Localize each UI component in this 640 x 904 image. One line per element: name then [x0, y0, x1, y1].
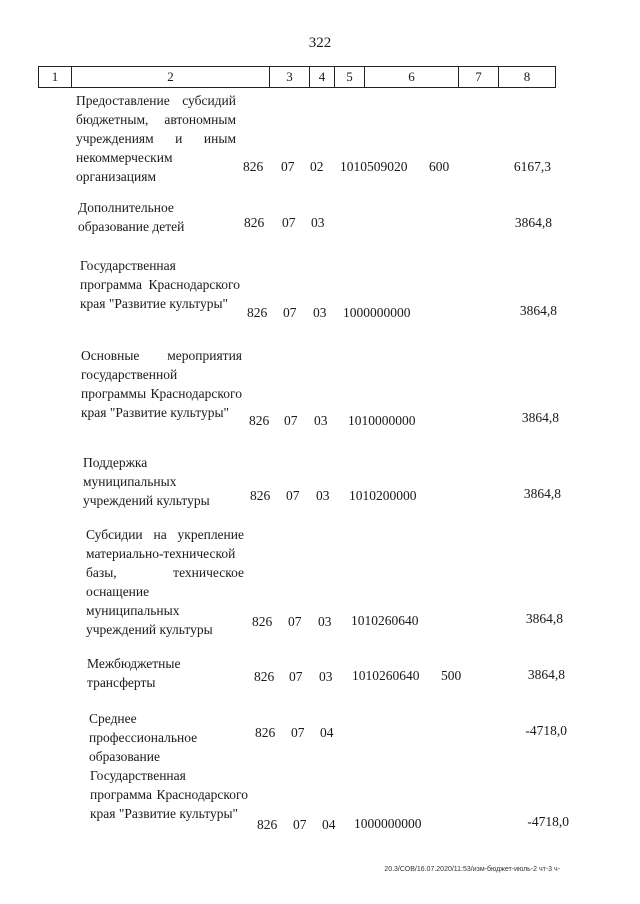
- header-col-8: 8: [523, 69, 531, 84]
- row-col-5: 03: [319, 669, 333, 684]
- row-name: Межбюджетные трансферты: [87, 656, 181, 690]
- row-col-8: 3864,8: [523, 486, 561, 501]
- row-name: Государственная программа Краснодарского края "Развитие культуры": [80, 258, 240, 311]
- row-name: Среднее профессиональное образование: [89, 711, 198, 764]
- row-name: Поддержка муниципальных учреждений культуры: [83, 455, 210, 508]
- row-col-5: 03: [318, 614, 332, 629]
- row-col-7: 500: [441, 668, 462, 683]
- row-name: Дополнительное образование детей: [78, 200, 185, 234]
- footer-document-code: 20.3/СОВ/16.07.2020/11:53/изм-бюджет-июль-2 чт-3 ч-: [384, 866, 560, 873]
- row-name: Субсидии на укрепление материально-технической базы, техническое оснащение муниципальных учреждений культуры: [86, 527, 244, 637]
- row-col-8: 3864,8: [521, 410, 559, 425]
- row-col-3: 826: [249, 413, 270, 428]
- row-col-6: 1010260640: [351, 613, 419, 628]
- header-col-2: 2: [72, 67, 270, 87]
- row-col-8: 6167,3: [513, 159, 551, 174]
- table-header-row: [38, 66, 556, 88]
- header-col-1: 1: [39, 67, 72, 87]
- header-col-3: 3: [270, 67, 310, 87]
- row-col-8: -4718,0: [525, 723, 567, 738]
- row-col-5: 03: [313, 305, 327, 320]
- row-col-6: 1000000000: [354, 816, 422, 831]
- row-col-6: 1010509020: [340, 159, 408, 174]
- header-col-4: 4: [310, 67, 335, 87]
- row-col-3: 826: [247, 305, 268, 320]
- row-col-4: 07: [284, 413, 298, 428]
- row-col-4: 07: [286, 488, 300, 503]
- row-col-3: 826: [243, 159, 264, 174]
- row-col-8: 3864,8: [527, 667, 565, 682]
- row-col-6: 1010000000: [348, 413, 416, 428]
- row-col-8: -4718,0: [527, 814, 569, 829]
- row-col-3: 826: [257, 817, 278, 832]
- row-col-3: 826: [250, 488, 271, 503]
- page-number: 322: [308, 35, 332, 51]
- row-col-6: 1000000000: [343, 305, 411, 320]
- row-col-4: 07: [288, 614, 302, 629]
- row-col-6: 1010200000: [349, 488, 417, 503]
- row-col-5: 04: [322, 817, 336, 832]
- row-col-4: 07: [281, 159, 295, 174]
- row-col-4: 07: [293, 817, 307, 832]
- row-name: Предоставление субсидий бюджетным, автономным учреждениям и иным некоммерческим организациям: [76, 93, 236, 184]
- row-col-4: 07: [291, 725, 305, 740]
- row-col-3: 826: [254, 669, 275, 684]
- row-col-8: 3864,8: [519, 303, 557, 318]
- row-col-6: 1010260640: [352, 668, 420, 683]
- row-col-5: 03: [316, 488, 330, 503]
- header-col-7: 7: [459, 67, 499, 87]
- header-col-6: 6: [365, 67, 459, 87]
- row-col-3: 826: [252, 614, 273, 629]
- row-col-5: 03: [314, 413, 328, 428]
- row-col-5: 04: [320, 725, 334, 740]
- row-col-3: 826: [255, 725, 276, 740]
- row-name: Государственная программа Краснодарского края "Развитие культуры": [90, 768, 248, 821]
- row-col-4: 07: [283, 305, 297, 320]
- row-col-5: 03: [311, 215, 325, 230]
- row-name: Основные мероприятия государственной программы Краснодарского края "Развитие культуры": [81, 348, 242, 420]
- row-col-4: 07: [282, 215, 296, 230]
- row-col-7: 600: [429, 159, 450, 174]
- row-col-8: 3864,8: [525, 611, 563, 626]
- row-col-8: 3864,8: [514, 215, 552, 230]
- row-col-5: 02: [310, 159, 324, 174]
- row-col-4: 07: [289, 669, 303, 684]
- header-col-5: 5: [335, 67, 365, 87]
- row-col-3: 826: [244, 215, 265, 230]
